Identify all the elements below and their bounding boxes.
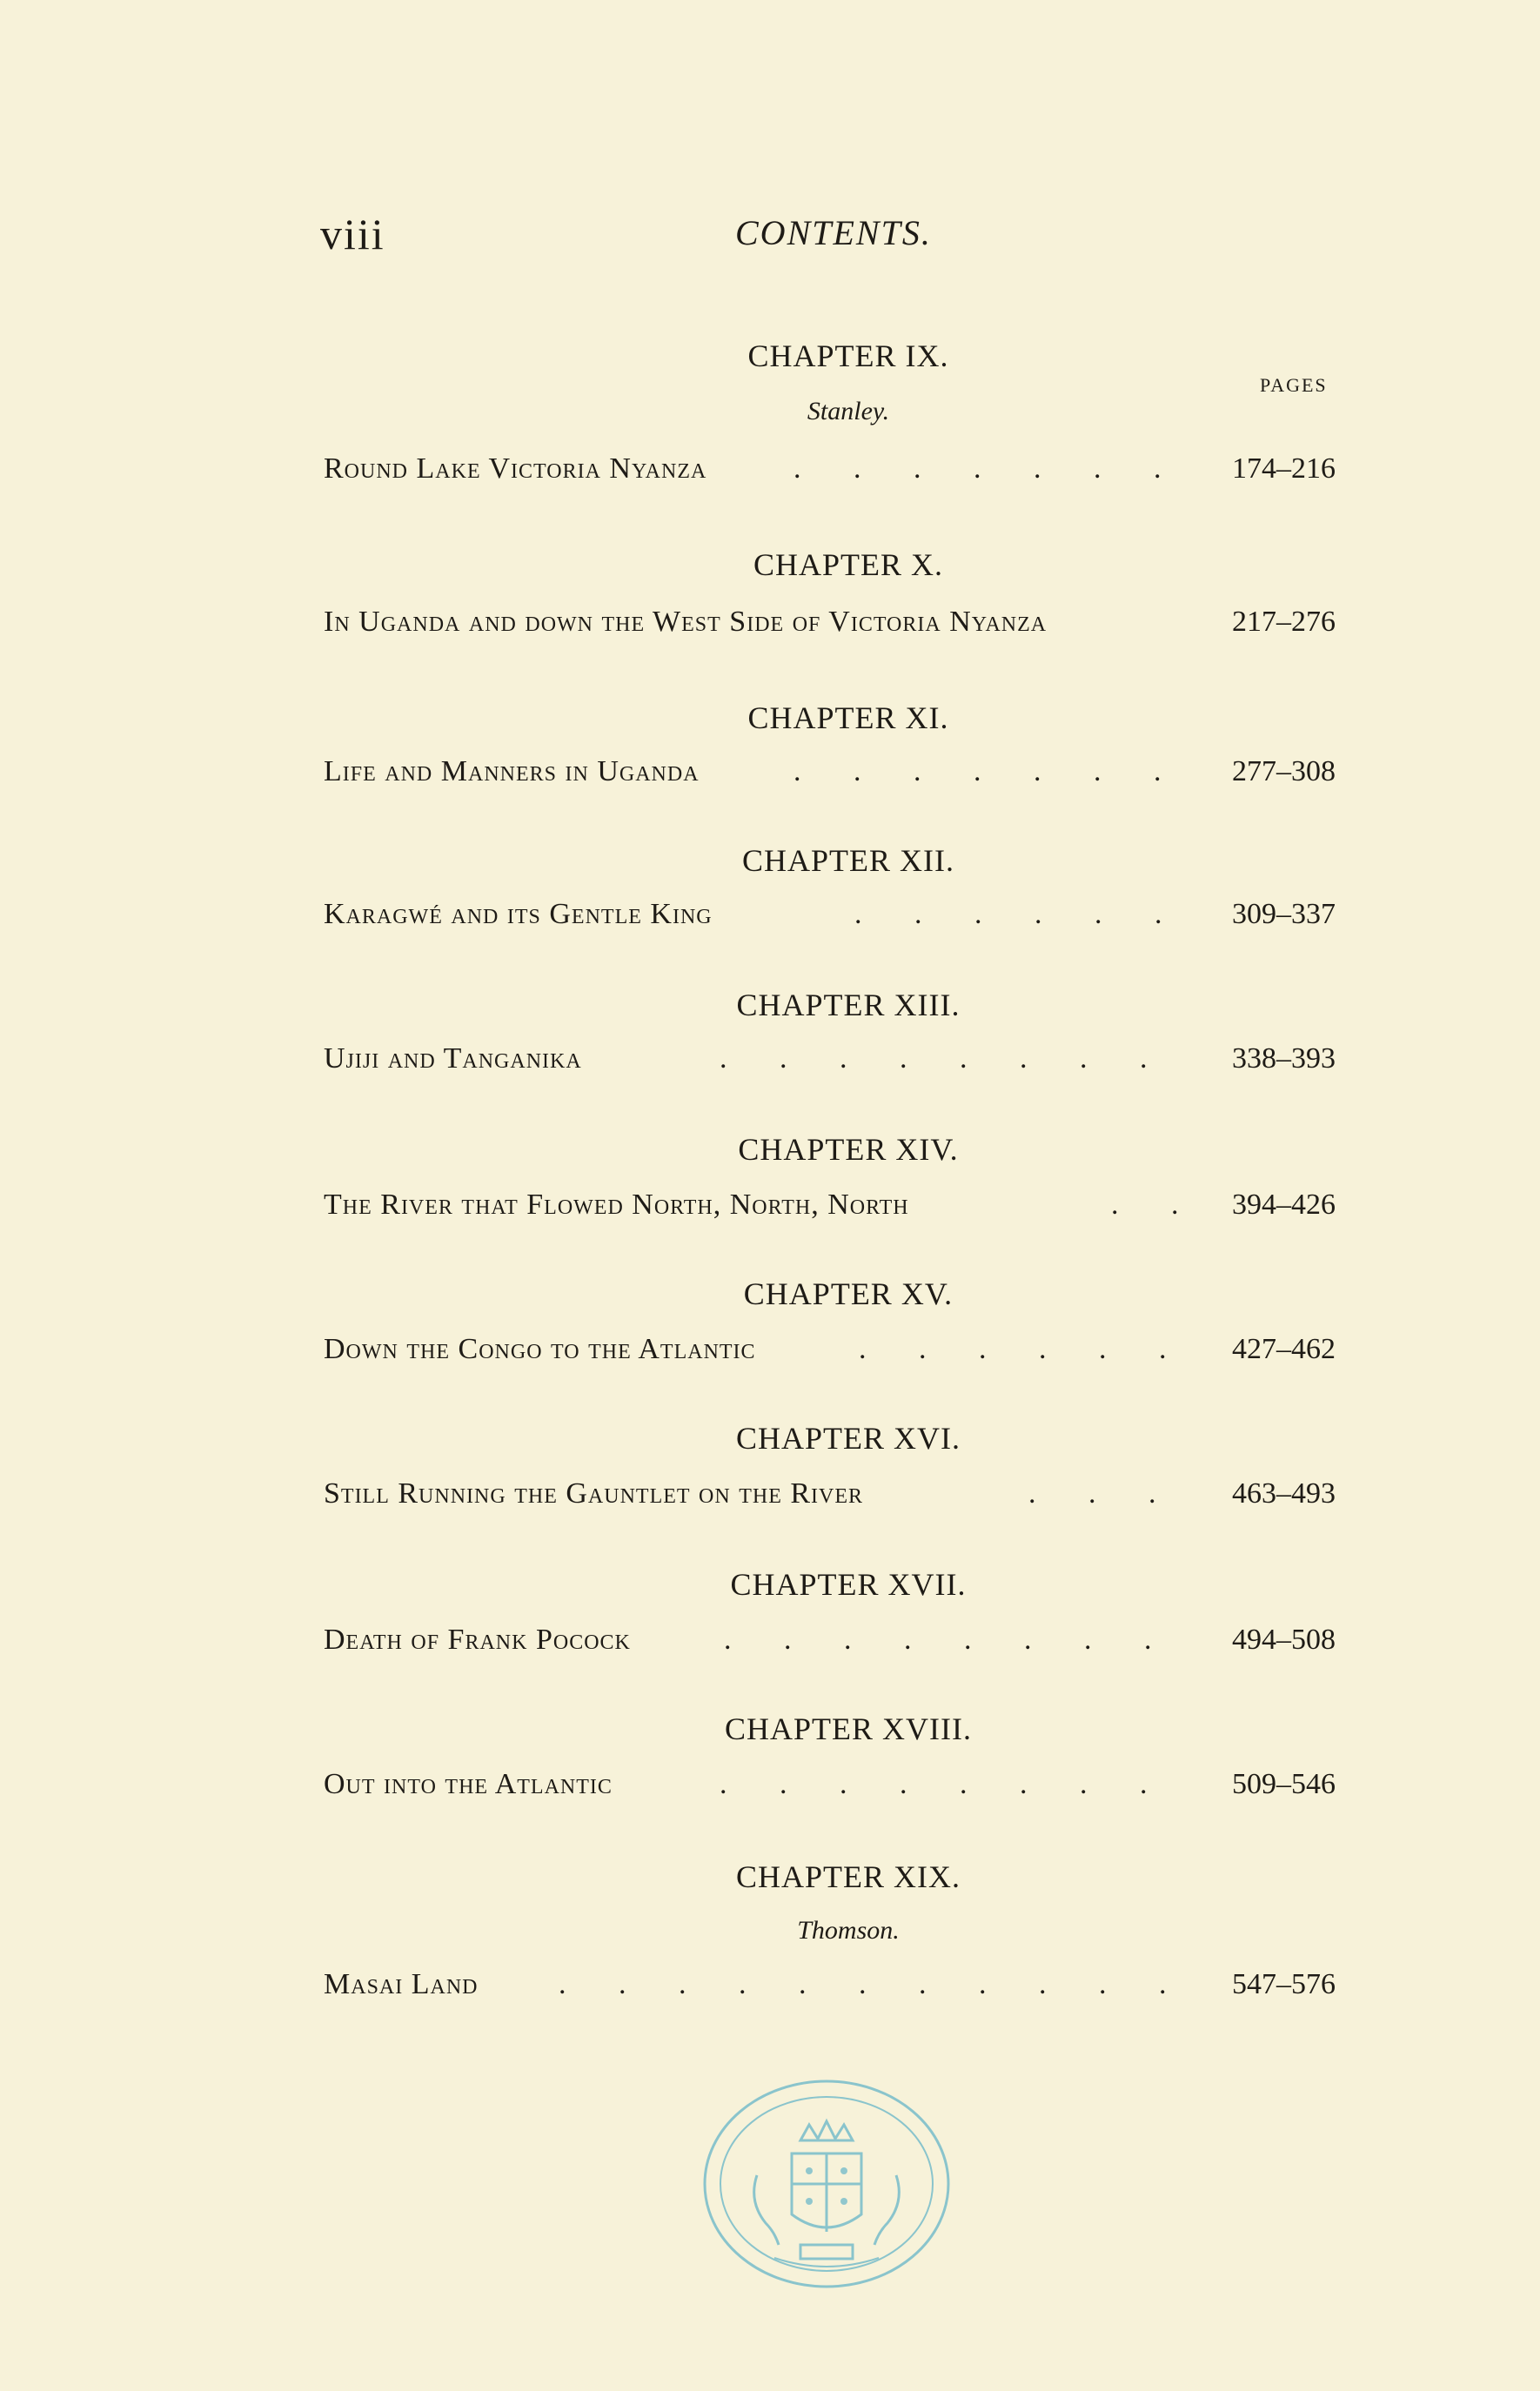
chapter-heading: CHAPTER XVII. — [730, 1567, 967, 1602]
entry-title: Life and Manners in Uganda — [324, 755, 700, 787]
chapter-heading: CHAPTER XVIII. — [725, 1711, 972, 1746]
chapter-author: Thomson. — [797, 1916, 900, 1945]
entry-pages: 174–216 — [1232, 452, 1336, 485]
page-header — [0, 209, 1540, 261]
entry-leader-dots: . . . . . . . . . . . — [559, 1968, 1189, 2000]
chapter-heading: CHAPTER XIX. — [735, 1859, 961, 1894]
running-title: CONTENTS. — [735, 213, 932, 252]
entry-leader-dots: . . — [1111, 1189, 1202, 1221]
entry-pages: 277–308 — [1232, 755, 1336, 787]
entry-title: Death of Frank Pocock — [324, 1624, 631, 1656]
entry-leader-dots: . . . . . . — [859, 1333, 1189, 1365]
entry-leader-dots: . . . . . . . . — [720, 1768, 1170, 1800]
entry-title: Down the Congo to the Atlantic — [324, 1333, 756, 1365]
chapter-author: Stanley. — [807, 397, 890, 425]
entry-pages: 547–576 — [1232, 1968, 1336, 2000]
chapter-heading: CHAPTER XVI. — [735, 1421, 961, 1456]
entry-title: Round Lake Victoria Nyanza — [324, 452, 707, 485]
entry-title: Out into the Atlantic — [324, 1768, 613, 1800]
toc-entry[interactable] — [324, 606, 1336, 644]
toc-entry[interactable] — [324, 1333, 1336, 1371]
entry-pages: 394–426 — [1232, 1189, 1336, 1221]
entry-title: Karagwé and its Gentle King — [324, 898, 713, 930]
entry-title: Ujiji and Tanganika — [324, 1042, 582, 1075]
entry-leader-dots: . . . . . . — [854, 898, 1185, 930]
entry-leader-dots: . . . . . . . . — [720, 1042, 1170, 1075]
chapter-heading: CHAPTER XII. — [742, 843, 954, 878]
entry-leader-dots: . . . — [1028, 1477, 1179, 1510]
chapter-heading: CHAPTER XIV. — [738, 1132, 959, 1167]
toc-entry[interactable] — [324, 1768, 1336, 1806]
toc-entry[interactable] — [324, 755, 1336, 794]
toc-entry[interactable] — [324, 1624, 1336, 1662]
entry-leader-dots: . . . . . . . — [793, 452, 1184, 485]
toc-entry[interactable] — [324, 452, 1336, 491]
page-number: viii — [320, 210, 385, 258]
chapter-heading: CHAPTER IX. — [747, 338, 949, 373]
entry-title: Masai Land — [324, 1968, 479, 2000]
entry-pages: 309–337 — [1232, 898, 1336, 930]
entry-pages: 427–462 — [1232, 1333, 1336, 1365]
pages-column-label: PAGES — [1260, 374, 1328, 396]
toc-entry[interactable] — [324, 1189, 1336, 1227]
chapter-heading: CHAPTER X. — [753, 547, 944, 582]
entry-leader-dots: . . . . . . . — [793, 755, 1184, 787]
entry-pages: 217–276 — [1232, 606, 1336, 638]
entry-title: In Uganda and down the West Side of Victoria Nyanza — [324, 606, 1048, 638]
entry-leader-dots: . . . . . . . . — [724, 1624, 1175, 1656]
toc-entry[interactable] — [324, 1042, 1336, 1081]
toc-entry[interactable] — [324, 1968, 1336, 2006]
entry-pages: 463–493 — [1232, 1477, 1336, 1510]
toc-entry[interactable] — [324, 1477, 1336, 1516]
chapter-heading: CHAPTER XIII. — [736, 988, 961, 1022]
entry-pages: 509–546 — [1232, 1768, 1336, 1800]
entry-title: Still Running the Gauntlet on the River — [324, 1477, 864, 1510]
entry-pages: 494–508 — [1232, 1624, 1336, 1656]
chapter-heading: CHAPTER XI. — [747, 700, 949, 735]
entry-title: The River that Flowed North, North, North — [324, 1189, 909, 1221]
entry-pages: 338–393 — [1232, 1042, 1336, 1075]
toc-entry[interactable] — [324, 898, 1336, 936]
library-seal-icon — [696, 2071, 957, 2297]
chapter-heading: CHAPTER XV. — [743, 1276, 954, 1311]
